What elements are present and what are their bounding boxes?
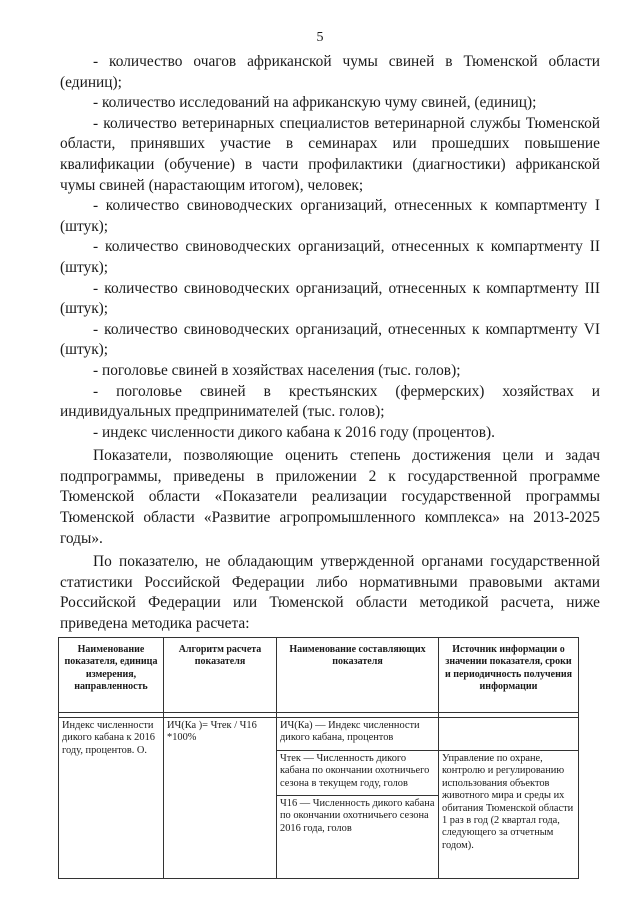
document-body [60, 52, 600, 635]
component-cell: ИЧ(Ка) — Индекс численности дикого кабана, процентов [277, 718, 439, 751]
source-empty-cell [439, 718, 579, 751]
body-paragraph: Показатели, позволяющие оценить степень достижения цели и задач подпрограммы, приведены в приложении 2 к государственной программе Тюменской области «Показатели реализации государственной программы Тюменской области «Развитие агропромышленного комплекса» на 2013-2025 годы». [60, 447, 600, 547]
component-cell: Чтек — Численность дикого кабана по окончании охотничьего сезона в текущем году, голов [277, 751, 439, 796]
header-source: Источник информации о значении показателя, сроки и периодичность получения информации [439, 638, 579, 713]
list-item: - количество очагов африканской чумы свиней в Тюменской области (единиц); [60, 53, 600, 91]
algorithm-cell: ИЧ(Ка )= Чтек / Ч16 *100% [164, 718, 277, 879]
header-components: Наименование составляющих показателя [277, 638, 439, 713]
header-indicator-name: Наименование показателя, единица измерения, направленность [59, 638, 164, 713]
table-header-row [59, 638, 579, 713]
list-item: - количество свиноводческих организаций, отнесенных к компартменту III (штук); [60, 279, 600, 318]
body-paragraph: По показателю, не обладающим утвержденной органами государственной статистики Российской Федерации либо нормативными правовыми актами Российской Федерации или Тюменской области методикой расчета, ниже приведена методика расчета: [60, 553, 600, 633]
page-number: 5 [316, 30, 324, 45]
table-row [59, 718, 579, 751]
list-item: - количество исследований на африканскую чуму свиней, (единиц); [93, 94, 537, 112]
component-cell: Ч16 — Численность дикого кабана по окончании охотничьего сезона 2016 года, голов [277, 796, 439, 879]
methodology-table [58, 637, 579, 879]
list-item: - количество свиноводческих организаций, отнесенных к компартменту VI (штук); [60, 320, 600, 359]
source-cell: Управление по охране, контролю и регулированию использования объектов животного мира и среды их обитания Тюменской области 1 раз в год (2 квартал года, следующего за отчетным годом). [439, 751, 579, 879]
list-item: - поголовье свиней в хозяйствах населения (тыс. голов); [93, 361, 461, 379]
list-item: - количество свиноводческих организаций, отнесенных к компартменту I (штук); [60, 197, 600, 235]
indicator-cell: Индекс численности дикого кабана к 2016 году, процентов. О. [59, 718, 164, 879]
header-algorithm: Алгоритм расчета показателя [164, 638, 277, 713]
list-item: - количество ветеринарных специалистов ветеринарной службы Тюменской области, принявших участие в семинарах или прошедших повышение квалификации (обучение) в части профилактики (диагностики) африканской чумы свиней (нарастающим итогом), человек; [60, 114, 600, 194]
list-item: - поголовье свиней в крестьянских (фермерских) хозяйствах и индивидуальных предпринимателей (тыс. голов); [60, 382, 600, 421]
list-item: - индекс численности дикого кабана к 2016 году (процентов). [93, 423, 495, 441]
list-item: - количество свиноводческих организаций, отнесенных к компартменту II (штук); [60, 238, 600, 276]
